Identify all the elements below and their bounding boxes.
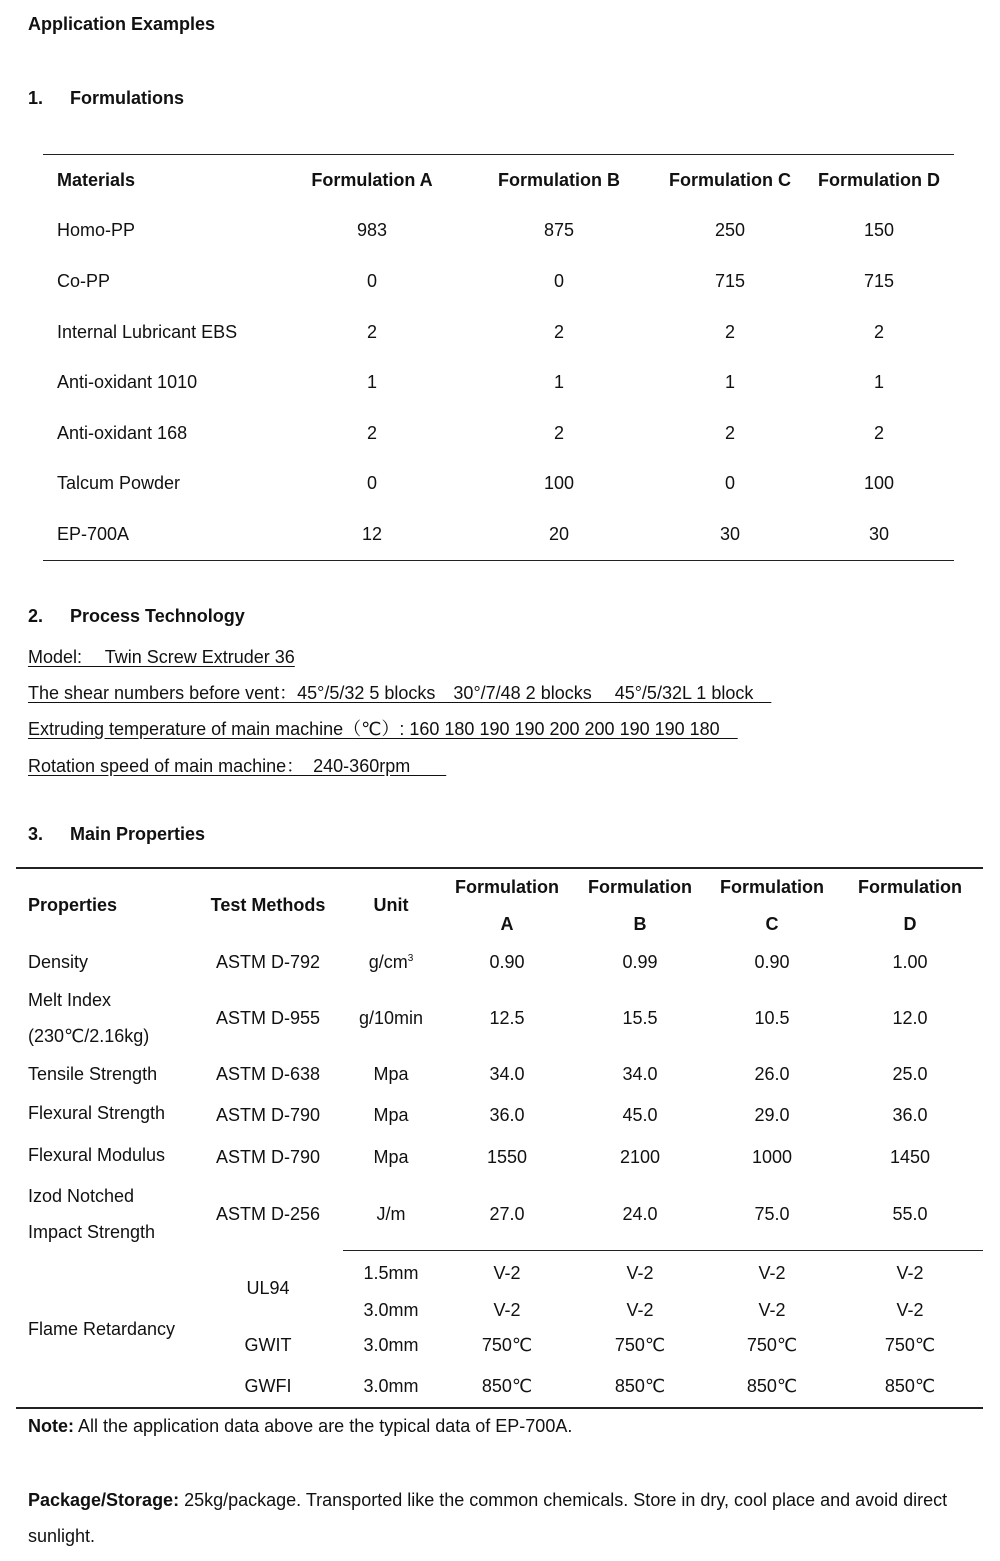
unit-izod: J/m: [376, 1204, 406, 1224]
value-a: 2: [366, 321, 377, 342]
note-text: All the application data above are the typical data of EP-700A.: [74, 1416, 573, 1436]
value-a: 1: [366, 372, 377, 393]
property-melt-index-line2: (230℃/2.16kg): [28, 1026, 150, 1046]
table-row: [43, 509, 954, 560]
melt-index-a: 12.5: [489, 1008, 525, 1028]
ul94-1-c: V-2: [758, 1263, 786, 1283]
flexural-modulus-d: 1450: [889, 1147, 931, 1167]
unit-ul94-2: 3.0mm: [363, 1300, 419, 1320]
izod-a: 27.0: [489, 1204, 525, 1224]
value-d: 150: [863, 220, 895, 241]
section-2-number: 2.: [28, 606, 44, 626]
header-formulation-a: Formulation A: [311, 169, 433, 190]
flexural-strength-d: 36.0: [892, 1105, 928, 1125]
ul94-2-a: V-2: [493, 1300, 521, 1320]
flexural-strength-a: 36.0: [489, 1105, 525, 1125]
tensile-b: 34.0: [622, 1064, 658, 1084]
property-izod-line2: Impact Strength: [28, 1222, 156, 1242]
density-c: 0.90: [754, 952, 790, 972]
method-gwit: GWIT: [244, 1335, 292, 1355]
property-flexural-modulus: Flexural Modulus: [28, 1145, 166, 1165]
package-text-line2: sunlight.: [28, 1526, 96, 1546]
gwfi-b: 850℃: [614, 1376, 666, 1396]
density-b: 0.99: [622, 952, 658, 972]
ul94-1-a: V-2: [493, 1263, 521, 1283]
method-melt-index: ASTM D-955: [215, 1008, 321, 1028]
value-c: 250: [714, 220, 746, 241]
table-row: [43, 408, 954, 459]
table-row: [43, 206, 954, 257]
gwfi-d: 850℃: [884, 1376, 936, 1396]
header-formulation-b-line2: B: [633, 914, 647, 934]
value-d: 30: [868, 523, 890, 544]
density-a: 0.90: [489, 952, 525, 972]
header-formulation-d-line2: D: [903, 914, 917, 934]
unit-flexural-modulus: Mpa: [373, 1147, 409, 1167]
gwit-b: 750℃: [614, 1335, 666, 1355]
method-ul94: UL94: [246, 1278, 290, 1298]
value-b: 0: [553, 270, 564, 291]
formulations-header-row: [43, 155, 954, 206]
table-top-rule: [16, 867, 983, 869]
value-d: 1: [873, 372, 884, 393]
tensile-a: 34.0: [489, 1064, 525, 1084]
ul94-2-c: V-2: [758, 1300, 786, 1320]
value-b: 2: [553, 422, 564, 443]
density-d: 1.00: [892, 952, 928, 972]
header-formulation-d: Formulation D: [818, 169, 940, 190]
header-materials: Materials: [57, 169, 136, 190]
value-d: 100: [863, 473, 895, 494]
method-density: ASTM D-792: [215, 952, 321, 972]
gwit-c: 750℃: [746, 1335, 798, 1355]
section-1-number: 1.: [28, 88, 44, 108]
property-izod-line1: Izod Notched: [28, 1186, 135, 1206]
table-row: [43, 357, 954, 408]
property-flame-retardancy: Flame Retardancy: [28, 1319, 176, 1339]
method-gwfi: GWFI: [244, 1376, 292, 1396]
package-storage: [28, 1490, 947, 1511]
unit-density-exponent: 3: [407, 953, 414, 964]
gwit-d: 750℃: [884, 1335, 936, 1355]
flexural-modulus-a: 1550: [486, 1147, 528, 1167]
gwit-a: 750℃: [481, 1335, 533, 1355]
ul94-1-b: V-2: [626, 1263, 654, 1283]
unit-density-base: g/cm: [368, 952, 408, 972]
header-formulation-c-line2: C: [765, 914, 779, 934]
flexural-strength-b: 45.0: [622, 1105, 658, 1125]
value-a: 0: [366, 270, 377, 291]
izod-d: 55.0: [892, 1204, 928, 1224]
table-row: [43, 307, 954, 358]
package-text: 25kg/package. Transported like the common chemicals. Store in dry, cool place and avoid direct: [179, 1490, 948, 1510]
package-label: Package/Storage:: [28, 1490, 180, 1510]
value-d: 2: [873, 422, 884, 443]
header-formulation-c: Formulation C: [669, 169, 791, 190]
unit-gwfi: 3.0mm: [363, 1376, 419, 1396]
value-b: 1: [553, 372, 564, 393]
process-temperature: Extruding temperature of main machine（℃）: 160 180 190 190 200 200 190 190 180: [28, 719, 738, 739]
material-name: Internal Lubricant EBS: [57, 321, 238, 342]
header-formulation-d-line1: Formulation: [858, 877, 962, 897]
value-c: 2: [724, 422, 735, 443]
table-row: [43, 256, 954, 307]
izod-b: 24.0: [622, 1204, 658, 1224]
value-b: 100: [543, 473, 575, 494]
value-a: 983: [356, 220, 388, 241]
property-melt-index-line1: Melt Index: [28, 990, 112, 1010]
formulations-table: [43, 154, 954, 561]
value-c: 0: [724, 473, 735, 494]
property-tensile-strength: Tensile Strength: [28, 1064, 158, 1084]
material-name: Anti-oxidant 168: [57, 422, 188, 443]
gwfi-a: 850℃: [481, 1376, 533, 1396]
value-c: 1: [724, 372, 735, 393]
material-name: Homo-PP: [57, 220, 136, 241]
header-formulation-a-line1: Formulation: [455, 877, 559, 897]
method-flexural-strength: ASTM D-790: [215, 1105, 321, 1125]
section-2-title: Process Technology: [70, 606, 245, 626]
gwfi-c: 850℃: [746, 1376, 798, 1396]
ul94-2-b: V-2: [626, 1300, 654, 1320]
tensile-d: 25.0: [892, 1064, 928, 1084]
value-c: 715: [714, 270, 746, 291]
method-izod: ASTM D-256: [215, 1204, 321, 1224]
value-c: 30: [719, 523, 741, 544]
material-name: Talcum Powder: [57, 473, 181, 494]
header-formulation-b: Formulation B: [498, 169, 620, 190]
value-b: 20: [548, 523, 570, 544]
section-3-title: Main Properties: [70, 824, 206, 844]
header-formulation-b-line1: Formulation: [588, 877, 692, 897]
header-properties: Properties: [28, 895, 118, 915]
section-1-title: Formulations: [70, 88, 185, 108]
note: [28, 1416, 572, 1437]
unit-tensile: Mpa: [373, 1064, 409, 1084]
flexural-modulus-c: 1000: [751, 1147, 793, 1167]
value-a: 0: [366, 473, 377, 494]
value-b: 875: [543, 220, 575, 241]
process-shear: The shear numbers before vent：45°/5/32 5 blocks 30°/7/48 2 blocks 45°/5/32L 1 block: [28, 683, 772, 703]
header-formulation-c-line1: Formulation: [720, 877, 824, 897]
unit-melt-index: g/10min: [358, 1008, 424, 1028]
value-b: 2: [553, 321, 564, 342]
section-3-number: 3.: [28, 824, 44, 844]
property-density: Density: [28, 952, 89, 972]
header-test-methods: Test Methods: [210, 895, 326, 915]
page-title: Application Examples: [28, 14, 216, 34]
melt-index-c: 10.5: [754, 1008, 790, 1028]
unit-density: [346, 952, 436, 973]
header-unit: Unit: [373, 895, 409, 915]
ul94-1-d: V-2: [896, 1263, 924, 1283]
material-name: Co-PP: [57, 270, 111, 291]
value-a: 2: [366, 422, 377, 443]
table-row: [43, 459, 954, 510]
unit-ul94-1: 1.5mm: [363, 1263, 419, 1283]
material-name: EP-700A: [57, 523, 130, 544]
tensile-c: 26.0: [754, 1064, 790, 1084]
material-name: Anti-oxidant 1010: [57, 372, 198, 393]
process-model: Model: Twin Screw Extruder 36: [28, 647, 295, 667]
process-rotation: Rotation speed of main machine： 240-360rpm: [28, 756, 447, 776]
method-flexural-modulus: ASTM D-790: [215, 1147, 321, 1167]
header-formulation-a-line2: A: [500, 914, 514, 934]
unit-flexural-strength: Mpa: [373, 1105, 409, 1125]
method-tensile: ASTM D-638: [215, 1064, 321, 1084]
melt-index-b: 15.5: [622, 1008, 658, 1028]
table-bottom-rule: [16, 1407, 983, 1409]
value-d: 715: [863, 270, 895, 291]
izod-c: 75.0: [754, 1204, 790, 1224]
melt-index-d: 12.0: [892, 1008, 928, 1028]
ul94-2-d: V-2: [896, 1300, 924, 1320]
value-d: 2: [873, 321, 884, 342]
flame-sub-rule: [343, 1250, 983, 1251]
unit-gwit: 3.0mm: [363, 1335, 419, 1355]
property-flexural-strength: Flexural Strength: [28, 1103, 166, 1123]
value-c: 2: [724, 321, 735, 342]
value-a: 12: [361, 523, 383, 544]
flexural-modulus-b: 2100: [619, 1147, 661, 1167]
flexural-strength-c: 29.0: [754, 1105, 790, 1125]
note-label: Note:: [28, 1416, 74, 1436]
